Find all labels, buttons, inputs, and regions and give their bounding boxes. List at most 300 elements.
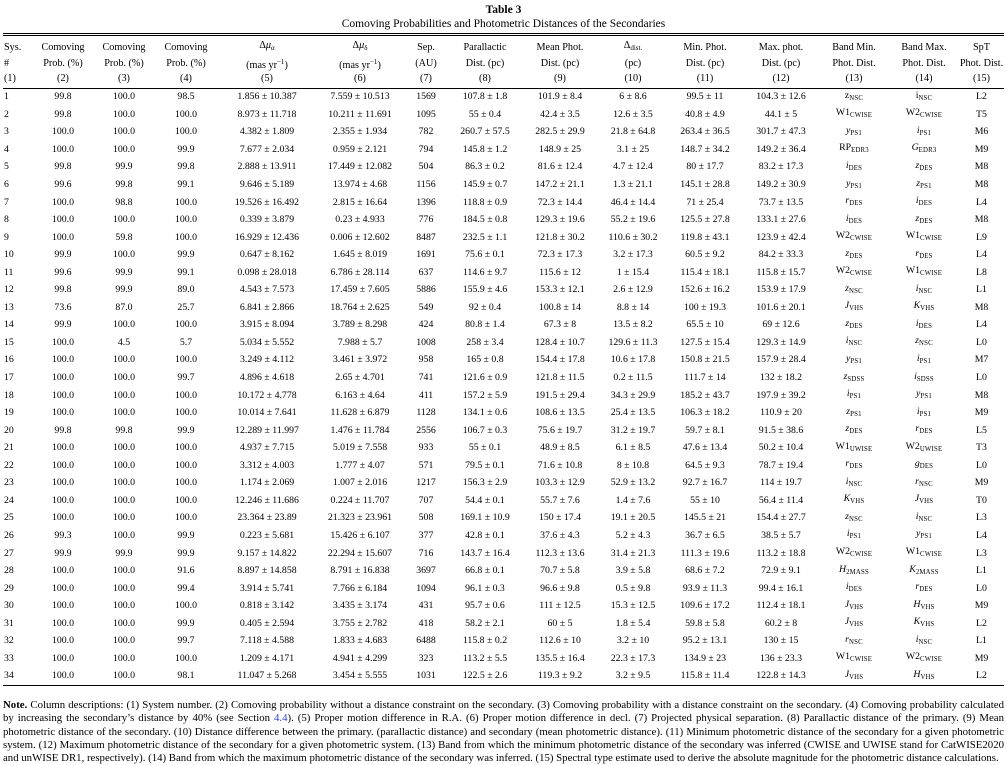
table-cell: 148.9 ± 25	[538, 143, 582, 155]
table-cell: 11.628 ± 6.879	[330, 407, 390, 419]
table-cell: 16	[4, 354, 14, 366]
col-header-10: $\Delta_{dist.}$	[623, 40, 643, 52]
table-cell: 99.8	[177, 161, 195, 173]
table-cell: 99.1	[177, 179, 195, 191]
band-cell: $y_{PS1}$	[846, 177, 862, 190]
table-cell: 741	[418, 372, 434, 384]
table-cell: 156.3 ± 2.9	[462, 477, 508, 489]
table-row	[3, 282, 1004, 300]
table-cell: 191.5 ± 29.4	[535, 389, 585, 401]
col-header-9: (9)	[521, 72, 599, 88]
table-cell: L9	[976, 231, 987, 243]
table-cell: L0	[976, 582, 987, 594]
table-cell: 100.0	[112, 512, 136, 524]
table-cell: 99.9	[54, 547, 72, 559]
table-cell: 111.7 ± 14	[684, 372, 726, 384]
table-cell: 86.3 ± 0.2	[465, 161, 505, 173]
section-link[interactable]: 4.4	[273, 712, 288, 725]
table-cell: 107.8 ± 1.8	[462, 91, 508, 103]
table-row	[3, 598, 1004, 616]
header-row	[3, 35, 1004, 56]
table-cell: 10.172 ± 4.778	[237, 389, 297, 401]
table-cell: 776	[418, 214, 434, 226]
table-cell: 47.6 ± 13.4	[682, 442, 728, 454]
table-cell: 99.4 ± 16.1	[758, 582, 804, 594]
table-cell: 59.8	[115, 231, 133, 243]
table-cell: 37.6 ± 4.3	[540, 529, 580, 541]
table-cell: 260.7 ± 57.5	[460, 126, 510, 138]
table-cell: 0.959 ± 2.121	[332, 143, 388, 155]
table-cell: 0.223 ± 5.681	[239, 529, 295, 541]
band-cell: $z_{PS1}$	[916, 177, 932, 190]
table-cell: 16.929 ± 12.436	[234, 231, 300, 243]
table-cell: 56.4 ± 11.4	[758, 494, 804, 506]
table-cell: 100.0	[112, 319, 136, 331]
table-cell: 148.7 ± 34.2	[680, 143, 730, 155]
col-header-1: (1)	[3, 72, 33, 88]
table-cell: 9	[4, 231, 9, 243]
table-cell: 133.1 ± 27.6	[756, 214, 806, 226]
table-cell: 150.8 ± 21.5	[680, 354, 730, 366]
table-cell: 100.0	[51, 442, 75, 454]
note-text: Column descriptions: (1) System number. (2) Comoving probability without a distance constraint on the secondary. (3) Comoving probability with a distance constraint on the secondary. (4) Comoving probability calculated by increasing the secondary’s distance by 40% (see Section	[3, 699, 1004, 725]
table-cell: 121.6 ± 0.9	[462, 372, 508, 384]
table-cell: 123.9 ± 42.4	[756, 231, 806, 243]
comoving-probabilities-table	[3, 33, 1004, 686]
table-cell: 165 ± 0.8	[466, 354, 504, 366]
table-cell: 100.0	[51, 214, 75, 226]
table-cell: L0	[976, 336, 987, 348]
band-cell: $i_{NSC}$	[845, 475, 863, 488]
table-row	[3, 440, 1004, 458]
table-cell: 99.9	[177, 143, 195, 155]
band-cell: $z_{NSC}$	[845, 510, 863, 523]
table-cell: 112.6 ± 10	[539, 635, 581, 647]
table-cell: 4.543 ± 7.573	[239, 284, 295, 296]
band-cell: $z_{DES}$	[915, 159, 933, 172]
col-header-9: Mean Phot.	[536, 41, 584, 53]
table-cell: 20	[4, 424, 14, 436]
table-cell: 26	[4, 529, 14, 541]
table-cell: 127.5 ± 15.4	[680, 336, 730, 348]
table-row	[3, 299, 1004, 317]
table-cell: 100.0	[51, 354, 75, 366]
table-cell: 100.0	[112, 442, 136, 454]
table-cell: 637	[418, 266, 434, 278]
table-cell: 100.0	[112, 494, 136, 506]
table-cell: L8	[976, 266, 987, 278]
band-cell: $W2_{UWISE}$	[905, 440, 943, 453]
band-cell: $r_{DES}$	[915, 247, 933, 260]
table-cell: 1	[4, 91, 9, 103]
band-cell: $J_{VHS}$	[844, 668, 864, 681]
table-cell: 12.246 ± 11.686	[235, 494, 299, 506]
table-cell: 263.4 ± 36.5	[680, 126, 730, 138]
table-cell: 8.897 ± 14.858	[237, 565, 297, 577]
band-cell: $z_{PS1}$	[846, 405, 862, 418]
table-cell: L2	[976, 91, 987, 103]
table-cell: 135.5 ± 16.4	[535, 652, 585, 664]
col-header-6: (6)	[317, 72, 403, 88]
col-header-11: Dist. (pc)	[685, 58, 725, 70]
table-cell: L4	[976, 196, 987, 208]
table-cell: 3.312 ± 4.003	[239, 459, 295, 471]
table-cell: 80.8 ± 1.4	[465, 319, 505, 331]
table-cell: 103.3 ± 12.9	[535, 477, 585, 489]
band-cell: $y_{PS1}$	[916, 528, 932, 541]
table-cell: 0.224 ± 11.707	[330, 494, 390, 506]
table-cell: 99.7	[177, 372, 195, 384]
band-cell: $z_{DES}$	[845, 247, 863, 260]
table-cell: 99.9	[177, 249, 195, 261]
table-cell: 100.0	[112, 529, 136, 541]
table-cell: 119.3 ± 9.2	[537, 670, 583, 682]
table-cell: 1217	[416, 477, 436, 489]
table-cell: 301.7 ± 47.3	[756, 126, 806, 138]
band-cell: $g_{DES}$	[914, 458, 934, 471]
band-cell: $r_{DES}$	[845, 195, 863, 208]
table-cell: 115.6 ± 12	[539, 266, 581, 278]
table-cell: 72.3 ± 14.4	[537, 196, 583, 208]
band-cell: $W2_{CWISE}$	[905, 651, 943, 664]
table-cell: 0.5 ± 9.8	[615, 582, 651, 594]
col-header-12: Dist. (pc)	[761, 58, 801, 70]
table-cell: 24	[4, 494, 14, 506]
table-number-title: Table 3	[485, 4, 522, 16]
table-cell: 83.2 ± 17.3	[758, 161, 804, 173]
table-cell: 411	[418, 389, 434, 401]
table-cell: 18.764 ± 2.625	[330, 301, 390, 313]
table-cell: 7.118 ± 4.588	[240, 635, 294, 647]
table-cell: 100.0	[112, 652, 136, 664]
table-cell: 113.2 ± 5.5	[462, 652, 508, 664]
table-cell: M8	[974, 301, 989, 313]
table-cell: 99.8	[54, 91, 72, 103]
table-cell: 99.9	[177, 547, 195, 559]
table-cell: 100.0	[112, 407, 136, 419]
table-cell: 5886	[416, 284, 436, 296]
band-cell: $y_{PS1}$	[846, 124, 862, 137]
table-cell: 1 ± 15.4	[616, 266, 650, 278]
table-cell: 100.0	[174, 477, 198, 489]
table-cell: L3	[976, 547, 987, 559]
col-header-14: Band Max.	[901, 41, 947, 53]
table-cell: 100.0	[51, 336, 75, 348]
table-row	[3, 106, 1004, 124]
table-cell: 707	[418, 494, 434, 506]
table-row	[3, 194, 1004, 212]
table-cell: L4	[976, 319, 987, 331]
band-cell: $G_{EDR3}$	[911, 142, 937, 155]
table-cell: 115.8 ± 11.4	[680, 670, 730, 682]
band-cell: $W2_{CWISE}$	[905, 107, 943, 120]
table-cell: 14	[4, 319, 14, 331]
table-cell: 129.3 ± 19.6	[535, 214, 585, 226]
table-cell: 1008	[416, 336, 436, 348]
table-cell: M9	[974, 652, 989, 664]
table-cell: 59.7 ± 8.1	[685, 424, 725, 436]
table-cell: 100.0	[174, 231, 198, 243]
table-cell: 100.0	[112, 108, 136, 120]
band-cell: $H_{VHS}$	[913, 668, 935, 681]
table-cell: 100.0	[174, 389, 198, 401]
table-cell: 99.8	[54, 284, 72, 296]
table-cell: 7.766 ± 6.184	[332, 582, 388, 594]
band-cell: $i_{PS1}$	[846, 388, 862, 401]
table-row	[3, 370, 1004, 388]
table-cell: 67.3 ± 8	[543, 319, 577, 331]
table-cell: 100 ± 19.3	[683, 301, 727, 313]
table-cell: 128.4 ± 10.7	[535, 336, 585, 348]
table-cell: 99.6	[54, 266, 72, 278]
table-cell: 115.4 ± 18.1	[680, 266, 730, 278]
table-cell: 15	[4, 336, 14, 348]
table-cell: 78.7 ± 19.4	[758, 459, 804, 471]
table-cell: 6.841 ± 2.866	[239, 301, 295, 313]
table-cell: 60.5 ± 9.2	[685, 249, 725, 261]
table-cell: 44.1 ± 5	[764, 108, 798, 120]
table-cell: 34	[4, 670, 14, 682]
table-cell: 7.559 ± 10.513	[330, 91, 390, 103]
table-cell: 13	[4, 301, 14, 313]
col-header-5: (mas $yr^{-1}$)	[246, 57, 288, 71]
band-cell: $W1_{CWISE}$	[835, 651, 873, 664]
table-row	[3, 159, 1004, 177]
band-cell: $K_{VHS}$	[913, 300, 935, 313]
band-cell: $i_{NSC}$	[915, 510, 933, 523]
col-header-13: Band Min.	[832, 41, 876, 53]
table-cell: 99.8	[54, 424, 72, 436]
table-cell: 92.7 ± 16.7	[682, 477, 728, 489]
table-cell: 145.5 ± 21	[683, 512, 727, 524]
table-cell: L1	[976, 565, 987, 577]
table-cell: 66.8 ± 0.1	[465, 565, 505, 577]
table-cell: 119.8 ± 43.1	[680, 231, 730, 243]
col-header-15: Phot. Dist.	[959, 58, 1004, 70]
table-cell: M9	[974, 477, 989, 489]
table-cell: 3.2 ± 9.5	[615, 670, 651, 682]
table-cell: 134.9 ± 23	[683, 652, 727, 664]
band-cell: $z_{DES}$	[845, 423, 863, 436]
table-cell: 3.2 ± 17.3	[613, 249, 653, 261]
table-cell: 71.6 ± 10.8	[537, 459, 583, 471]
table-cell: 1.3 ± 21.1	[613, 179, 653, 191]
table-cell: 958	[418, 354, 434, 366]
table-cell: 145.8 ± 1.2	[462, 143, 508, 155]
table-row	[3, 545, 1004, 563]
table-row	[3, 475, 1004, 493]
band-cell: $r_{NSC}$	[915, 475, 933, 488]
table-cell: 4.896 ± 4.618	[239, 372, 295, 384]
table-cell: 99.9	[177, 617, 195, 629]
table-cell: 100.0	[112, 249, 136, 261]
table-cell: 5	[4, 161, 9, 173]
table-cell: 2.888 ± 13.911	[237, 161, 297, 173]
table-cell: 143.7 ± 16.4	[460, 547, 510, 559]
table-cell: 99.9	[177, 529, 195, 541]
table-cell: 157.2 ± 5.9	[462, 389, 508, 401]
table-cell: 48.9 ± 8.5	[540, 442, 580, 454]
table-cell: 100.0	[51, 652, 75, 664]
band-cell: $i_{DES}$	[845, 212, 863, 225]
col-header-2: Comoving	[41, 41, 85, 53]
table-cell: 99.9	[115, 161, 133, 173]
table-cell: 100.0	[51, 670, 75, 682]
table-cell: 18	[4, 389, 14, 401]
table-note	[3, 699, 1004, 764]
table-cell: 508	[418, 512, 434, 524]
table-cell: T5	[976, 108, 987, 120]
table-cell: 258 ± 3.4	[466, 336, 504, 348]
table-cell: 8.791 ± 16.838	[330, 565, 390, 577]
table-cell: 112.3 ± 13.6	[535, 547, 585, 559]
table-row	[3, 633, 1004, 651]
table-cell: 99.3	[54, 529, 72, 541]
table-cell: 33	[4, 652, 14, 664]
col-header-1: #	[4, 58, 10, 70]
col-header-11: (11)	[667, 72, 743, 88]
table-cell: 31.2 ± 19.7	[610, 424, 656, 436]
table-cell: 4.5	[117, 336, 131, 348]
table-cell: 100.0	[112, 670, 136, 682]
table-cell: 7	[4, 196, 9, 208]
table-cell: 145.9 ± 0.7	[462, 179, 508, 191]
table-cell: 99.9	[115, 547, 133, 559]
table-row	[3, 615, 1004, 633]
table-cell: 9.646 ± 5.189	[239, 179, 295, 191]
table-cell: 7.988 ± 5.7	[337, 336, 383, 348]
table-cell: M8	[974, 179, 989, 191]
table-cell: L5	[976, 424, 987, 436]
band-cell: $r_{DES}$	[915, 423, 933, 436]
table-cell: 21.8 ± 64.8	[610, 126, 656, 138]
table-cell: 3697	[416, 565, 436, 577]
table-cell: L2	[976, 670, 987, 682]
table-row	[3, 264, 1004, 282]
col-header-10: (pc)	[624, 58, 642, 70]
col-header-2: (2)	[33, 72, 93, 88]
table-cell: 12.6 ± 3.5	[613, 108, 653, 120]
table-cell: 6	[4, 179, 9, 191]
table-cell: 0.2 ± 11.5	[613, 372, 653, 384]
band-cell: $i_{SDSS}$	[914, 370, 934, 383]
band-cell: $i_{PS1}$	[916, 124, 932, 137]
col-header-15: SpT	[973, 41, 990, 53]
table-cell: 4.7 ± 12.4	[613, 161, 653, 173]
table-cell: 12	[4, 284, 14, 296]
header-row	[3, 72, 1004, 88]
band-cell: $z_{DES}$	[845, 317, 863, 330]
table-cell: 1.856 ± 10.387	[237, 91, 297, 103]
note-text: ). (5) Proper motion difference in R.A. (6) Proper motion difference in decl. (7) Projected physical separation. (8) Parallactic distance of the primary. (9) Mean photometric distance of the secondary. (10) Distance difference between the primary. (parallactic distance) and secondary (mean photometric distance). (11) Minimum photometric distance of the secondary for a given photometric system. (12) Maximum photometric distance of the secondary for a given photometric system. (13) Band from which the minimum photometric distance of the secondary was inferred (CWISE and UWISE stand for CatWISE2020 and unWISE DR1, respectively). (14) Band from which the maximum photometric distance of the secondary was inferred. (15) Spectral type estimate used to derive the absolute magnitude for the photometric distance calculations.	[3, 712, 1004, 764]
table-cell: 73.7 ± 13.5	[758, 196, 804, 208]
band-cell: $i_{DES}$	[845, 581, 863, 594]
table-cell: 30	[4, 600, 14, 612]
table-cell: 3.1 ± 25	[616, 143, 650, 155]
table-cell: 154.4 ± 17.8	[535, 354, 585, 366]
table-row	[3, 124, 1004, 142]
band-cell: $W1_{CWISE}$	[905, 230, 943, 243]
table-cell: 99.7	[177, 635, 195, 647]
col-header-7: (AU)	[415, 58, 437, 70]
table-cell: L0	[976, 459, 987, 471]
table-cell: 0.647 ± 8.162	[239, 249, 295, 261]
table-cell: 21	[4, 442, 14, 454]
table-cell: 130 ± 15	[763, 635, 799, 647]
col-header-1: Sys.	[4, 41, 22, 53]
table-cell: 100.0	[51, 143, 75, 155]
table-cell: 36.7 ± 6.5	[685, 529, 725, 541]
table-cell: 21.323 ± 23.961	[327, 512, 393, 524]
table-cell: 99.8	[115, 424, 133, 436]
table-cell: 149.2 ± 36.4	[756, 143, 806, 155]
table-cell: 4.937 ± 7.715	[239, 442, 295, 454]
table-cell: 3.435 ± 3.174	[332, 600, 388, 612]
table-cell: 91.5 ± 38.6	[758, 424, 804, 436]
table-cell: 5.2 ± 4.3	[615, 529, 651, 541]
table-row	[3, 334, 1004, 352]
table-cell: 34.3 ± 29.9	[610, 389, 656, 401]
note-label: Note.	[3, 699, 28, 712]
table-cell: 145.1 ± 28.8	[680, 179, 730, 191]
table-cell: 100.0	[51, 582, 75, 594]
table-cell: 7.677 ± 2.034	[239, 143, 295, 155]
table-cell: 96.1 ± 0.3	[465, 582, 505, 594]
table-cell: 52.9 ± 13.2	[610, 477, 656, 489]
table-cell: 282.5 ± 29.9	[535, 126, 585, 138]
table-cell: 100.0	[51, 459, 75, 471]
band-cell: $i_{NSC}$	[845, 335, 863, 348]
table-cell: L4	[976, 529, 987, 541]
col-header-11: Min. Phot.	[683, 41, 727, 53]
col-header-14: Phot. Dist.	[902, 58, 946, 70]
col-header-8: (8)	[449, 72, 521, 88]
table-cell: 99.9	[177, 424, 195, 436]
table-cell: 8	[4, 214, 9, 226]
table-cell: 0.098 ± 28.018	[237, 266, 297, 278]
table-cell: 109.6 ± 17.2	[680, 600, 730, 612]
band-cell: $z_{DES}$	[915, 212, 933, 225]
band-cell: $K_{VHS}$	[913, 616, 935, 629]
table-cell: 100.0	[112, 389, 136, 401]
table-cell: 0.006 ± 12.602	[330, 231, 390, 243]
table-cell: 6.1 ± 8.5	[615, 442, 651, 454]
table-cell: 100.0	[174, 407, 198, 419]
table-cell: 418	[418, 617, 434, 629]
table-cell: 3.454 ± 5.555	[332, 670, 388, 682]
table-cell: 106.7 ± 0.3	[462, 424, 508, 436]
table-cell: 3.461 ± 3.972	[332, 354, 388, 366]
table-cell: 10	[4, 249, 14, 261]
table-cell: 1396	[416, 196, 436, 208]
table-cell: 3.2 ± 10	[616, 635, 650, 647]
table-cell: 100.0	[51, 372, 75, 384]
table-cell: 150 ± 17.4	[538, 512, 582, 524]
table-cell: 10.014 ± 7.641	[237, 407, 297, 419]
col-header-8: Parallactic	[463, 41, 507, 53]
band-cell: $r_{NSC}$	[845, 633, 863, 646]
table-cell: T0	[976, 494, 987, 506]
table-cell: 8487	[416, 231, 436, 243]
table-cell: 1095	[416, 108, 436, 120]
table-cell: 110.9 ± 20	[760, 407, 802, 419]
table-cell: 100.0	[174, 459, 198, 471]
band-cell: $y_{PS1}$	[846, 352, 862, 365]
table-caption: Comoving Probabilities and Photometric Distances of the Secondaries	[341, 18, 666, 30]
col-header-6: $\Delta\mu_\delta$	[352, 40, 368, 52]
table-cell: 91.6	[177, 565, 195, 577]
table-cell: 157.9 ± 28.4	[756, 354, 806, 366]
